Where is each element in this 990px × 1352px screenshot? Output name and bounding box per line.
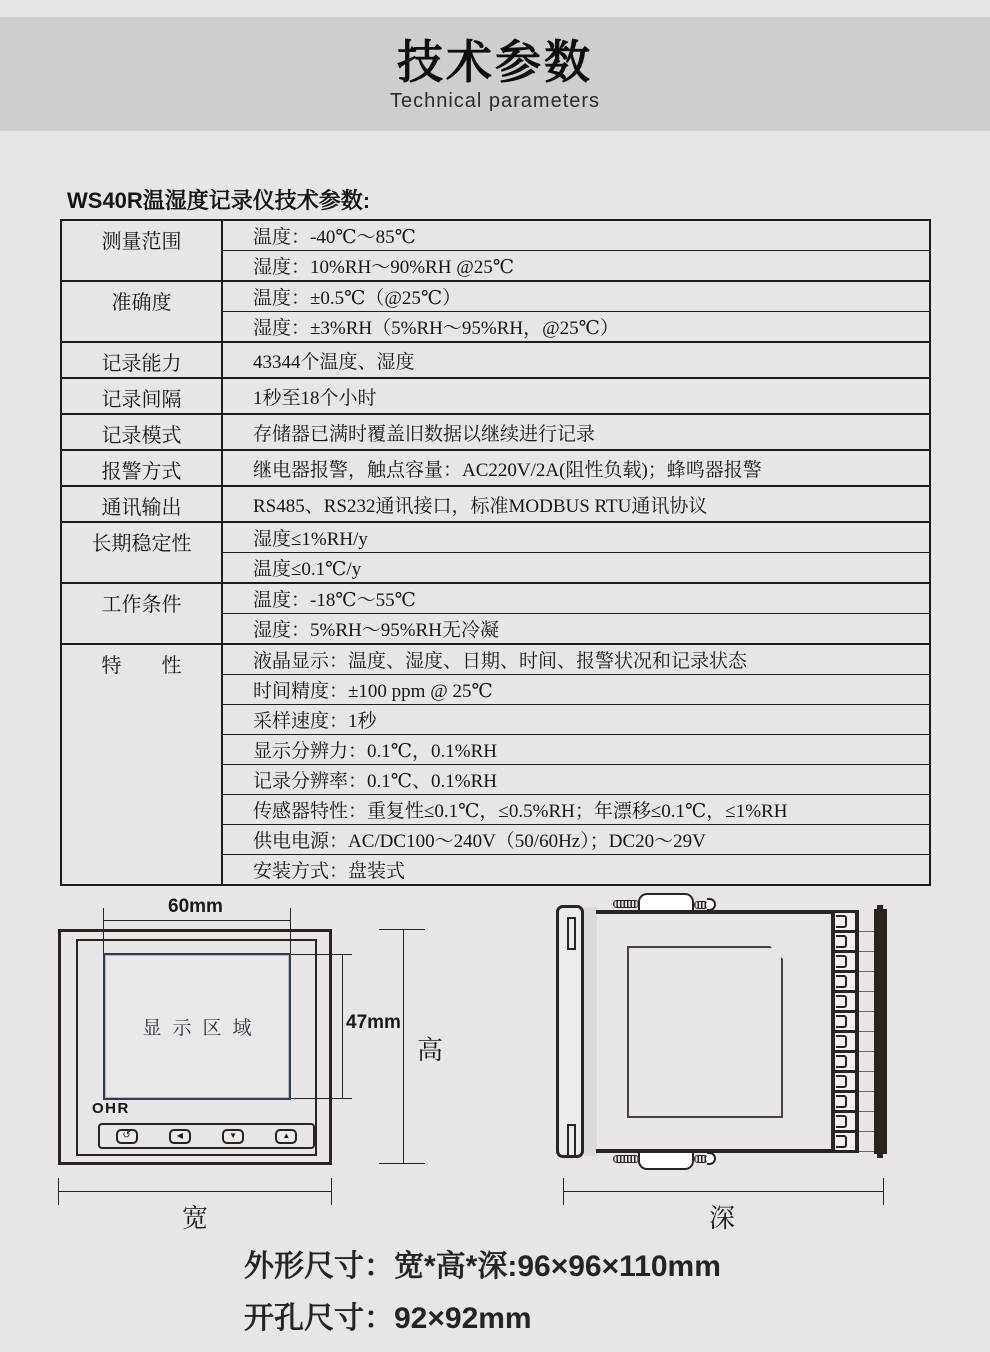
mount-screw-thread-bottom-right	[694, 1155, 708, 1163]
dim-width-line	[58, 1191, 332, 1192]
terminal-grid	[859, 912, 875, 1152]
spec-group-label: 通讯输出	[61, 486, 222, 522]
rear-cover-bar	[874, 909, 887, 1154]
cutout-size-text: 开孔尺寸：92×92mm	[244, 1302, 532, 1335]
terminal-notch	[836, 975, 847, 988]
spec-row	[61, 414, 930, 450]
mount-screw-thread-top-right	[694, 901, 708, 909]
spec-group-label: 测量范围	[61, 220, 222, 281]
rear-bar-nub-top	[877, 905, 883, 910]
dim-height-tick-top	[379, 929, 425, 930]
terminal-notch	[836, 995, 847, 1008]
spec-group-label: 记录能力	[61, 342, 222, 378]
spec-heading: WS40R温湿度记录仪技术参数:	[67, 188, 371, 213]
spec-value: 温度：-40℃～85℃	[222, 220, 930, 251]
spec-value: 安装方式：盘装式	[222, 855, 930, 886]
page-subtitle: Technical parameters	[389, 89, 601, 112]
page-title: 技术参数	[397, 36, 593, 88]
terminal-cell	[835, 1013, 855, 1033]
spec-row	[61, 220, 930, 251]
case-top-edge	[596, 910, 833, 914]
bezel-slot-bottom	[567, 1124, 576, 1157]
spec-group-label: 特 性	[61, 644, 222, 885]
spec-group-label: 记录模式	[61, 414, 222, 450]
terminal-cell	[835, 1073, 855, 1093]
terminal-notch	[836, 935, 847, 948]
terminal-cell	[835, 953, 855, 973]
spec-value: 湿度：±3%RH（5%RH～95%RH，@25℃）	[222, 312, 930, 343]
rear-bar-nub-bottom	[877, 1153, 883, 1158]
spec-value: 继电器报警，触点容量：AC220V/2A(阻性负载)；蜂鸣器报警	[222, 450, 930, 486]
spec-group-label: 工作条件	[61, 583, 222, 644]
spec-row	[61, 486, 930, 522]
dim-60-line	[103, 920, 291, 921]
terminal-cell	[835, 933, 855, 953]
dim-60-label: 60mm	[168, 896, 223, 917]
terminal-cell	[835, 1033, 855, 1053]
terminal-cell	[835, 1113, 855, 1133]
spec-value: 湿度：10%RH～90%RH @25℃	[222, 251, 930, 282]
spec-value: 温度≤0.1℃/y	[222, 553, 930, 584]
spec-table-body	[61, 220, 930, 885]
terminal-cell	[835, 913, 855, 933]
spec-value: 温度：±0.5℃（@25℃）	[222, 281, 930, 312]
mount-clamp-bottom	[638, 1151, 694, 1170]
up-arrow-button-icon: ▲	[275, 1129, 297, 1144]
spec-row	[61, 583, 930, 614]
spec-row	[61, 522, 930, 553]
spec-row	[61, 378, 930, 414]
bezel-gasket-strip	[584, 907, 597, 1156]
spec-value: 43344个温度、湿度	[222, 342, 930, 378]
bezel-slot-top	[567, 917, 576, 950]
mount-clamp-top	[638, 893, 694, 912]
terminal-cell	[835, 1133, 855, 1150]
spec-value: 供电电源：AC/DC100～240V（50/60Hz）；DC20～29V	[222, 825, 930, 855]
down-arrow-button-icon: ▼	[222, 1129, 244, 1144]
dim-height-line	[403, 929, 404, 1164]
case-inner-panel	[627, 946, 783, 1118]
dim-height-tick-bottom	[379, 1163, 425, 1164]
spec-value: 湿度≤1%RH/y	[222, 522, 930, 553]
terminal-cell	[835, 1093, 855, 1113]
loop-button-icon: ↺	[116, 1129, 138, 1144]
dim-height-label: 高	[417, 1036, 444, 1065]
spec-value: 采样速度：1秒	[222, 705, 930, 735]
dim-47-label: 47mm	[346, 1012, 401, 1033]
terminal-notch	[836, 1115, 847, 1128]
terminal-notch	[836, 915, 847, 928]
mount-screw-thread-top-left	[613, 900, 639, 908]
dim-47-line	[342, 954, 343, 1099]
spec-value: 液晶显示：温度、湿度、日期、时间、报警状况和记录状态	[222, 644, 930, 675]
display-area	[103, 953, 291, 1100]
spec-row	[61, 644, 930, 675]
terminal-notch	[836, 1015, 847, 1028]
terminal-notch	[836, 1075, 847, 1088]
front-button-bar	[98, 1123, 315, 1149]
spec-value: 1秒至18个小时	[222, 378, 930, 414]
spec-group-label: 记录间隔	[61, 378, 222, 414]
spec-row	[61, 342, 930, 378]
mount-screw-head-bottom	[707, 1152, 716, 1165]
spec-table	[60, 219, 931, 886]
terminal-cell	[835, 1053, 855, 1073]
display-area-label: 显示区域	[142, 1018, 263, 1039]
terminal-notch	[836, 1055, 847, 1068]
terminal-notch	[836, 955, 847, 968]
terminal-cell	[835, 993, 855, 1013]
spec-group-label: 长期稳定性	[61, 522, 222, 583]
terminal-notch	[836, 1135, 847, 1148]
dim-depth-line	[563, 1191, 884, 1192]
spec-group-label: 报警方式	[61, 450, 222, 486]
spec-value: 传感器特性：重复性≤0.1℃，≤0.5%RH；年漂移≤0.1℃，≤1%RH	[222, 795, 930, 825]
terminal-cell	[835, 973, 855, 993]
terminal-notch	[836, 1095, 847, 1108]
spec-value: 显示分辨力：0.1℃，0.1%RH	[222, 735, 930, 765]
spec-value: 温度：-18℃～55℃	[222, 583, 930, 614]
terminal-notch	[836, 1035, 847, 1048]
case-bottom-edge	[596, 1149, 833, 1153]
terminal-block	[831, 910, 859, 1153]
spec-row	[61, 450, 930, 486]
outline-size-text: 外形尺寸：宽*高*深:96×96×110mm	[244, 1250, 721, 1283]
dim-width-label: 宽	[182, 1204, 209, 1233]
spec-value: 存储器已满时覆盖旧数据以继续进行记录	[222, 414, 930, 450]
dim-depth-label: 深	[709, 1204, 736, 1233]
spec-value: RS485、RS232通讯接口，标准MODBUS RTU通讯协议	[222, 486, 930, 522]
spec-row	[61, 281, 930, 312]
spec-value: 记录分辨率：0.1℃、0.1%RH	[222, 765, 930, 795]
spec-value: 湿度：5%RH～95%RH无冷凝	[222, 614, 930, 645]
mount-screw-thread-bottom-left	[613, 1155, 639, 1163]
brand-logo: OHR	[92, 1100, 130, 1117]
spec-group-label: 准确度	[61, 281, 222, 342]
left-arrow-button-icon: ◀	[169, 1129, 191, 1144]
title-banner	[0, 17, 990, 131]
spec-value: 时间精度：±100 ppm @ 25℃	[222, 675, 930, 705]
